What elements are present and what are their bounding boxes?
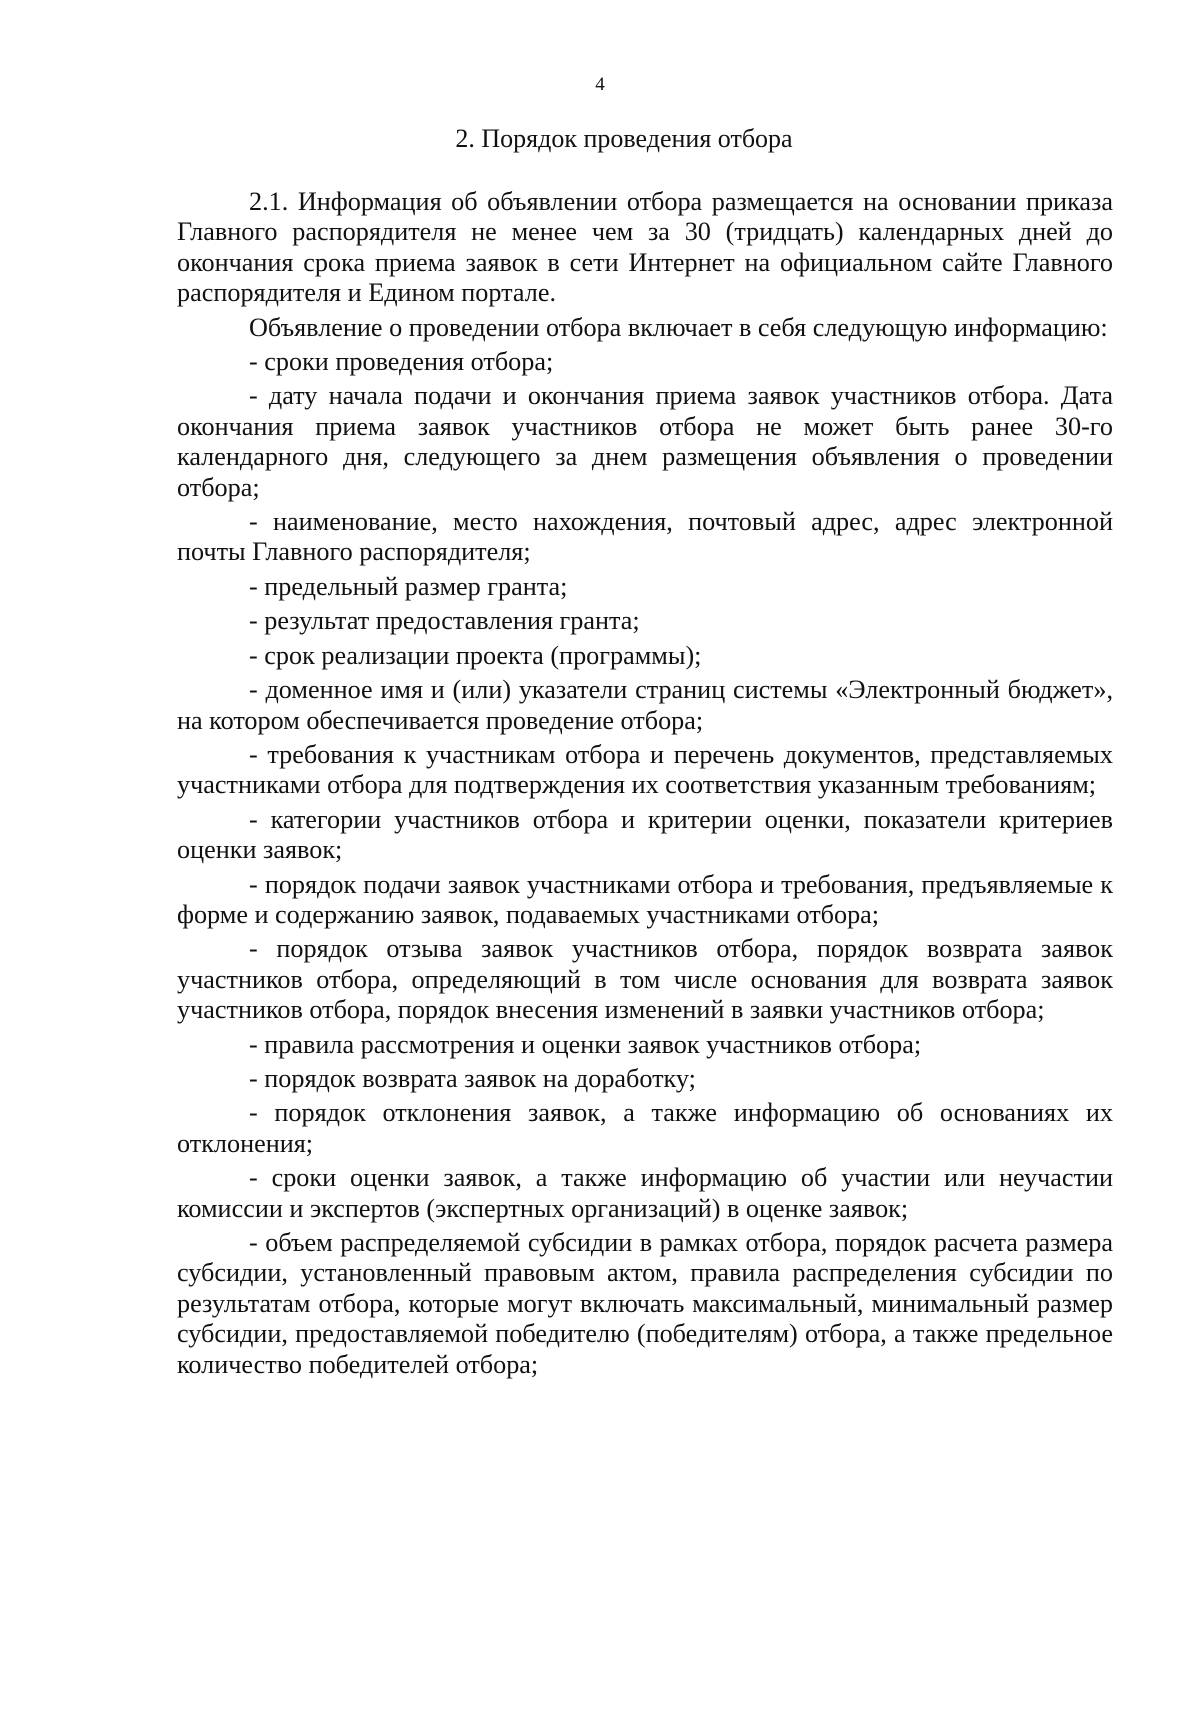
section-title: 2. Порядок проведения отбора — [455, 124, 793, 153]
list-item: - сроки проведения отбора; — [249, 347, 554, 377]
body-text — [177, 187, 1113, 1380]
list-item: - порядок возврата заявок на доработку; — [249, 1063, 696, 1093]
paragraph: 2.1. Информация об объявлении отбора размещается на основании приказа Главного распорядителя не менее чем за 30 (тридцать) календарных дней до окончания срока приема заявок в сети Интернет на официальном сайте Главного распорядителя и Едином портале. — [177, 187, 1113, 308]
list-item: - сроки оценки заявок, а также информацию об участии или неучастии комиссии и экспертов (экспертных организаций) в оценке заявок; — [177, 1163, 1113, 1223]
list-item: - предельный размер гранта; — [249, 571, 568, 601]
list-item: - дату начала подачи и окончания приема заявок участников отбора. Дата окончания приема заявок участников отбора не может быть ранее 30-го календарного дня, следующего за днем размещения объявления о проведении отбора; — [177, 381, 1113, 502]
list-item: - порядок отзыва заявок участников отбора, порядок возврата заявок участников отбора, определяющий в том числе основания для возврата заявок участников отбора, порядок внесения изменений в заявки участников отбора; — [177, 934, 1113, 1025]
list-item: - наименование, место нахождения, почтовый адрес, адрес электронной почты Главного распорядителя; — [177, 507, 1113, 567]
list-item: - правила рассмотрения и оценки заявок участников отбора; — [249, 1029, 922, 1059]
list-item: - объем распределяемой субсидии в рамках отбора, порядок расчета размера субсидии, установленный правовым актом, правила распределения субсидии по результатам отбора, которые могут включать максимальный, минимальный размер субсидии, предоставляемой победителю (победителям) отбора, а также предельное количество победителей отбора; — [177, 1228, 1113, 1379]
list-item: - срок реализации проекта (программы); — [249, 640, 702, 670]
page-number: 4 — [595, 74, 605, 95]
list-item: - результат предоставления гранта; — [249, 606, 640, 636]
list-item: - требования к участникам отбора и перечень документов, представляемых участниками отбора для подтверждения их соответствия указанным требованиям; — [177, 739, 1113, 800]
list-item: - порядок подачи заявок участниками отбора и требования, предъявляемые к форме и содержанию заявок, подаваемых участниками отбора; — [177, 869, 1113, 929]
paragraph: Объявление о проведении отбора включает в себя следующую информацию: — [249, 312, 1108, 342]
list-item: - порядок отклонения заявок, а также информацию об основаниях их отклонения; — [177, 1098, 1113, 1158]
list-item: - доменное имя и (или) указатели страниц системы «Электронный бюджет», на котором обеспечивается проведение отбора; — [177, 675, 1113, 735]
list-item: - категории участников отбора и критерии оценки, показатели критериев оценки заявок; — [177, 804, 1113, 865]
